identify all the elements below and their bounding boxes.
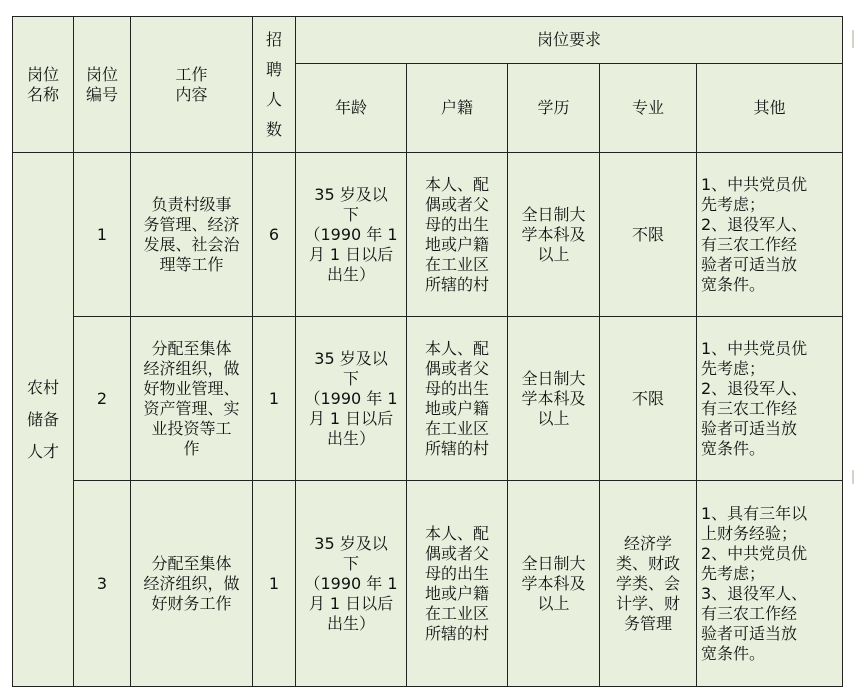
header-requirements: 岗位要求 <box>296 17 843 64</box>
cell-content: 分配至集体 经济组织，做 好财务工作 <box>131 481 253 687</box>
header-hire-count: 招 聘 人 数 <box>253 17 296 153</box>
recruitment-table-sheet <box>12 16 843 687</box>
header-age: 年龄 <box>296 64 407 153</box>
cell-other: 1、中共党员优 先考虑； 2、退役军人、 有三农工作经 验者可适当放 宽条件。 <box>697 153 843 317</box>
header-position-name: 岗位 名称 <box>13 17 74 153</box>
cell-code: 1 <box>74 153 131 317</box>
cell-content: 负责村级事 务管理、经济 发展、社会治 理等工作 <box>131 153 253 317</box>
header-education: 学历 <box>508 64 600 153</box>
cell-major: 不限 <box>600 317 697 481</box>
cell-position-name: 农村 储备 人才 <box>13 153 74 687</box>
cell-age: 35 岁及以 下 （1990 年 1 月 1 日以后 出生） <box>296 481 407 687</box>
cell-code: 2 <box>74 317 131 481</box>
cell-major: 经济学 类、财政 学类、会 计学、财 务管理 <box>600 481 697 687</box>
header-job-content: 工作 内容 <box>131 17 253 153</box>
cell-code: 3 <box>74 481 131 687</box>
cell-count: 6 <box>253 153 296 317</box>
cell-education: 全日制大 学本科及 以上 <box>508 153 600 317</box>
cell-education: 全日制大 学本科及 以上 <box>508 481 600 687</box>
header-other: 其他 <box>697 64 843 153</box>
table-row <box>13 153 843 317</box>
table-row <box>13 481 843 687</box>
cell-count: 1 <box>253 481 296 687</box>
cell-age: 35 岁及以 下 （1990 年 1 月 1 日以后 出生） <box>296 153 407 317</box>
cell-education: 全日制大 学本科及 以上 <box>508 317 600 481</box>
cell-other: 1、中共党员优 先考虑； 2、退役军人、 有三农工作经 验者可适当放 宽条件。 <box>697 317 843 481</box>
header-major: 专业 <box>600 64 697 153</box>
cell-other: 1、具有三年以 上财务经验； 2、中共党员优 先考虑； 3、退役军人、 有三农工作经 验者可适当放 宽条件。 <box>697 481 843 687</box>
header-household: 户籍 <box>407 64 508 153</box>
cell-content: 分配至集体 经济组织，做 好物业管理、 资产管理、实 业投资等工 作 <box>131 317 253 481</box>
cell-age: 35 岁及以 下 （1990 年 1 月 1 日以后 出生） <box>296 317 407 481</box>
recruitment-table <box>12 16 843 687</box>
cell-count: 1 <box>253 317 296 481</box>
cell-household: 本人、配 偶或者父 母的出生 地或户籍 在工业区 所辖的村 <box>407 481 508 687</box>
cell-household: 本人、配 偶或者父 母的出生 地或户籍 在工业区 所辖的村 <box>407 153 508 317</box>
cell-major: 不限 <box>600 153 697 317</box>
header-position-code: 岗位 编号 <box>74 17 131 153</box>
cell-household: 本人、配 偶或者父 母的出生 地或户籍 在工业区 所辖的村 <box>407 317 508 481</box>
table-row <box>13 317 843 481</box>
